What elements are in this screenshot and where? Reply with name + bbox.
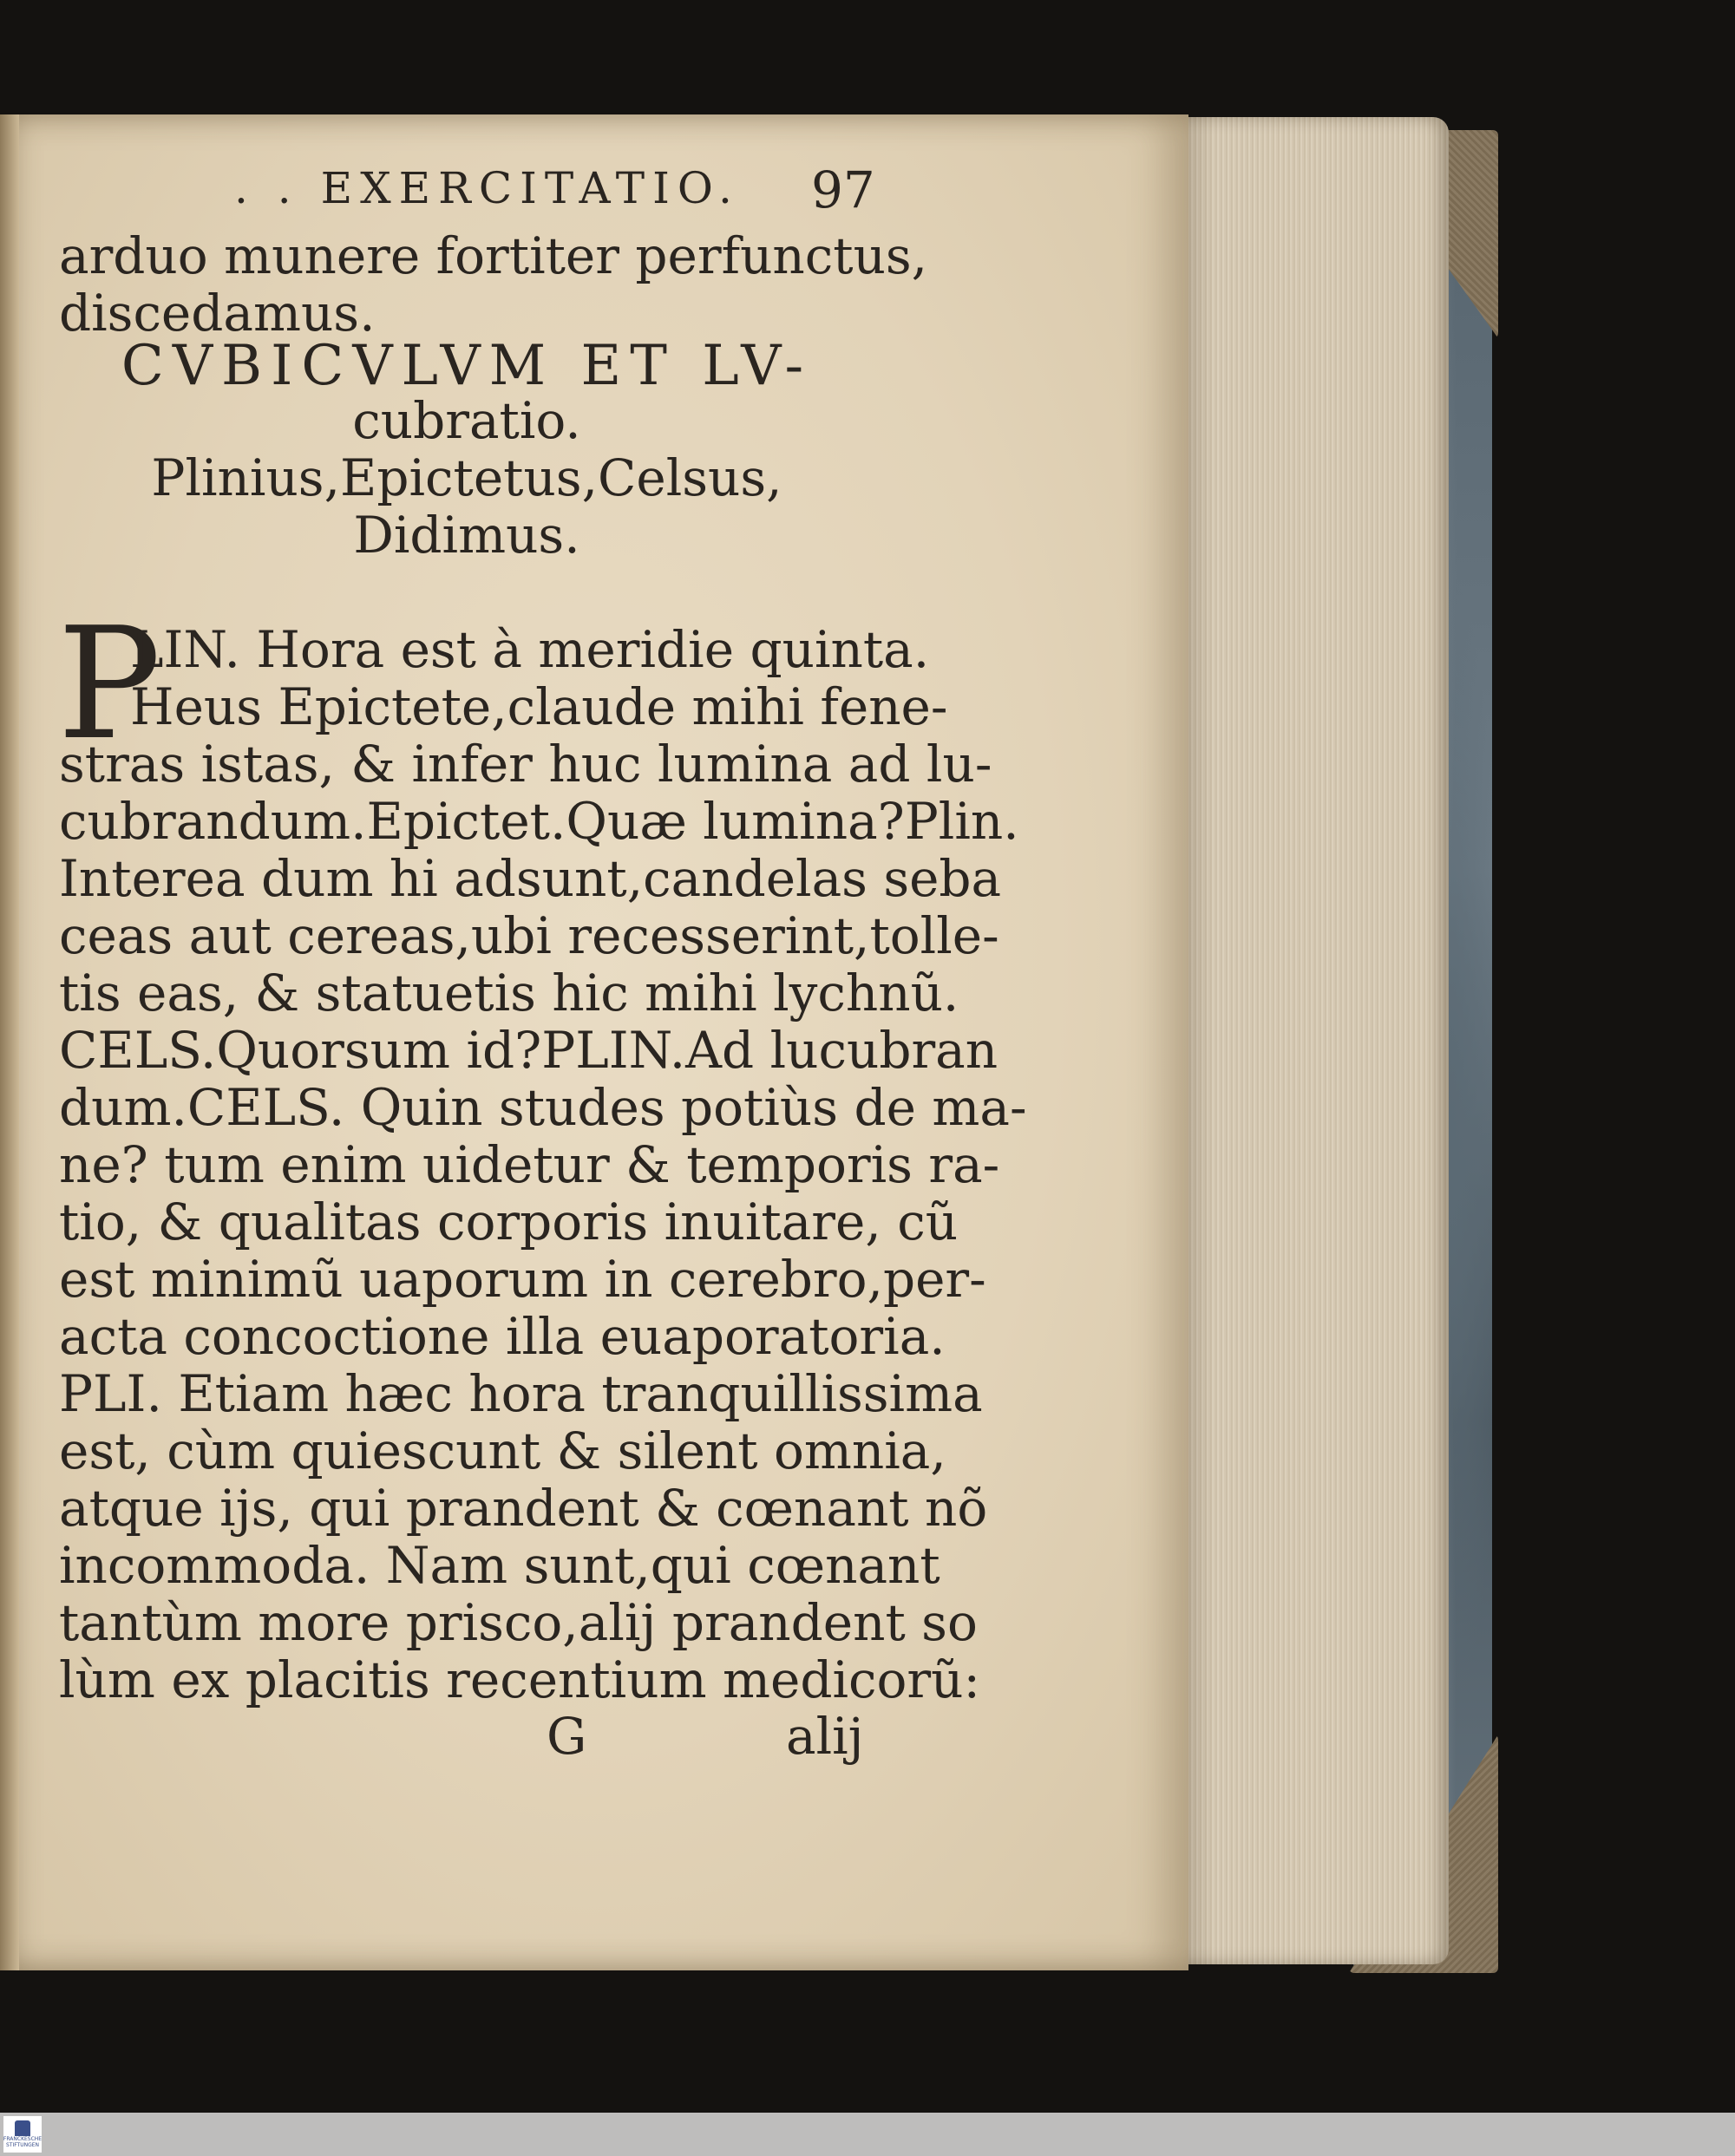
page-gutter — [0, 114, 19, 1970]
catchword: alij — [786, 1707, 864, 1766]
body-line: est minimũ uaporum in cerebro,per- — [59, 1250, 986, 1309]
section-heading: CVBICVLVM ET LV- — [121, 334, 813, 398]
body-line: lùm ex placitis recentium medicorũ: — [59, 1650, 981, 1709]
signature-mark: G — [547, 1707, 587, 1766]
body-line: est, cùm quiescunt & silent omnia, — [59, 1421, 946, 1480]
body-line: PLI. Etiam hæc hora tranquillissima — [59, 1364, 983, 1423]
body-line: cubrandum.Epictet.Quæ lumina?Plin. — [59, 792, 1019, 851]
body-line: incommoda. Nam sunt,qui cœnant — [59, 1536, 940, 1595]
running-title: . . EXERCITATIO. — [234, 163, 740, 213]
page-fore-edges — [1162, 117, 1449, 1964]
section-heading-cont: cubratio. — [352, 391, 581, 450]
body-line: LIN. Hora est à meridie quinta. — [130, 620, 930, 679]
drop-cap: P — [57, 594, 161, 774]
library-logo — [3, 2116, 42, 2153]
body-line: CELS.Quorsum id?PLIN.Ad lucubran — [59, 1021, 998, 1080]
body-line: acta concoctione illa euaporatoria. — [59, 1307, 946, 1366]
library-logo-text: FRANCKESCHE STIFTUNGEN — [3, 2136, 43, 2148]
body-line: tantùm more prisco,alij prandent so — [59, 1593, 978, 1652]
body-line: tis eas, & statuetis hic mihi lychnũ. — [59, 964, 959, 1022]
body-line: Interea dum hi adsunt,candelas seba — [59, 849, 1002, 908]
speakers-list: Plinius,Epictetus,Celsus, — [151, 448, 782, 507]
page-number: 97 — [811, 160, 875, 219]
speakers-list-cont: Didimus. — [353, 506, 580, 565]
body-line: stras istas, & infer huc lumina ad lu- — [59, 735, 992, 794]
building-icon — [15, 2120, 30, 2136]
body-line: Heus Epictete,claude mihi fene- — [130, 677, 948, 736]
intro-line: discedamus. — [59, 284, 376, 343]
intro-line: arduo munere fortiter perfunctus, — [59, 226, 928, 285]
body-line: dum.CELS. Quin studes potiùs de ma- — [59, 1078, 1027, 1137]
body-line: ceas aut cereas,ubi recesserint,tolle- — [59, 906, 999, 965]
body-line: ne? tum enim uidetur & temporis ra- — [59, 1135, 1000, 1194]
body-line: tio, & qualitas corporis inuitare, cũ — [59, 1192, 959, 1251]
scan-footer-bar — [0, 2113, 1735, 2156]
body-line: atque ijs, qui prandent & cœnant nõ — [59, 1479, 988, 1538]
